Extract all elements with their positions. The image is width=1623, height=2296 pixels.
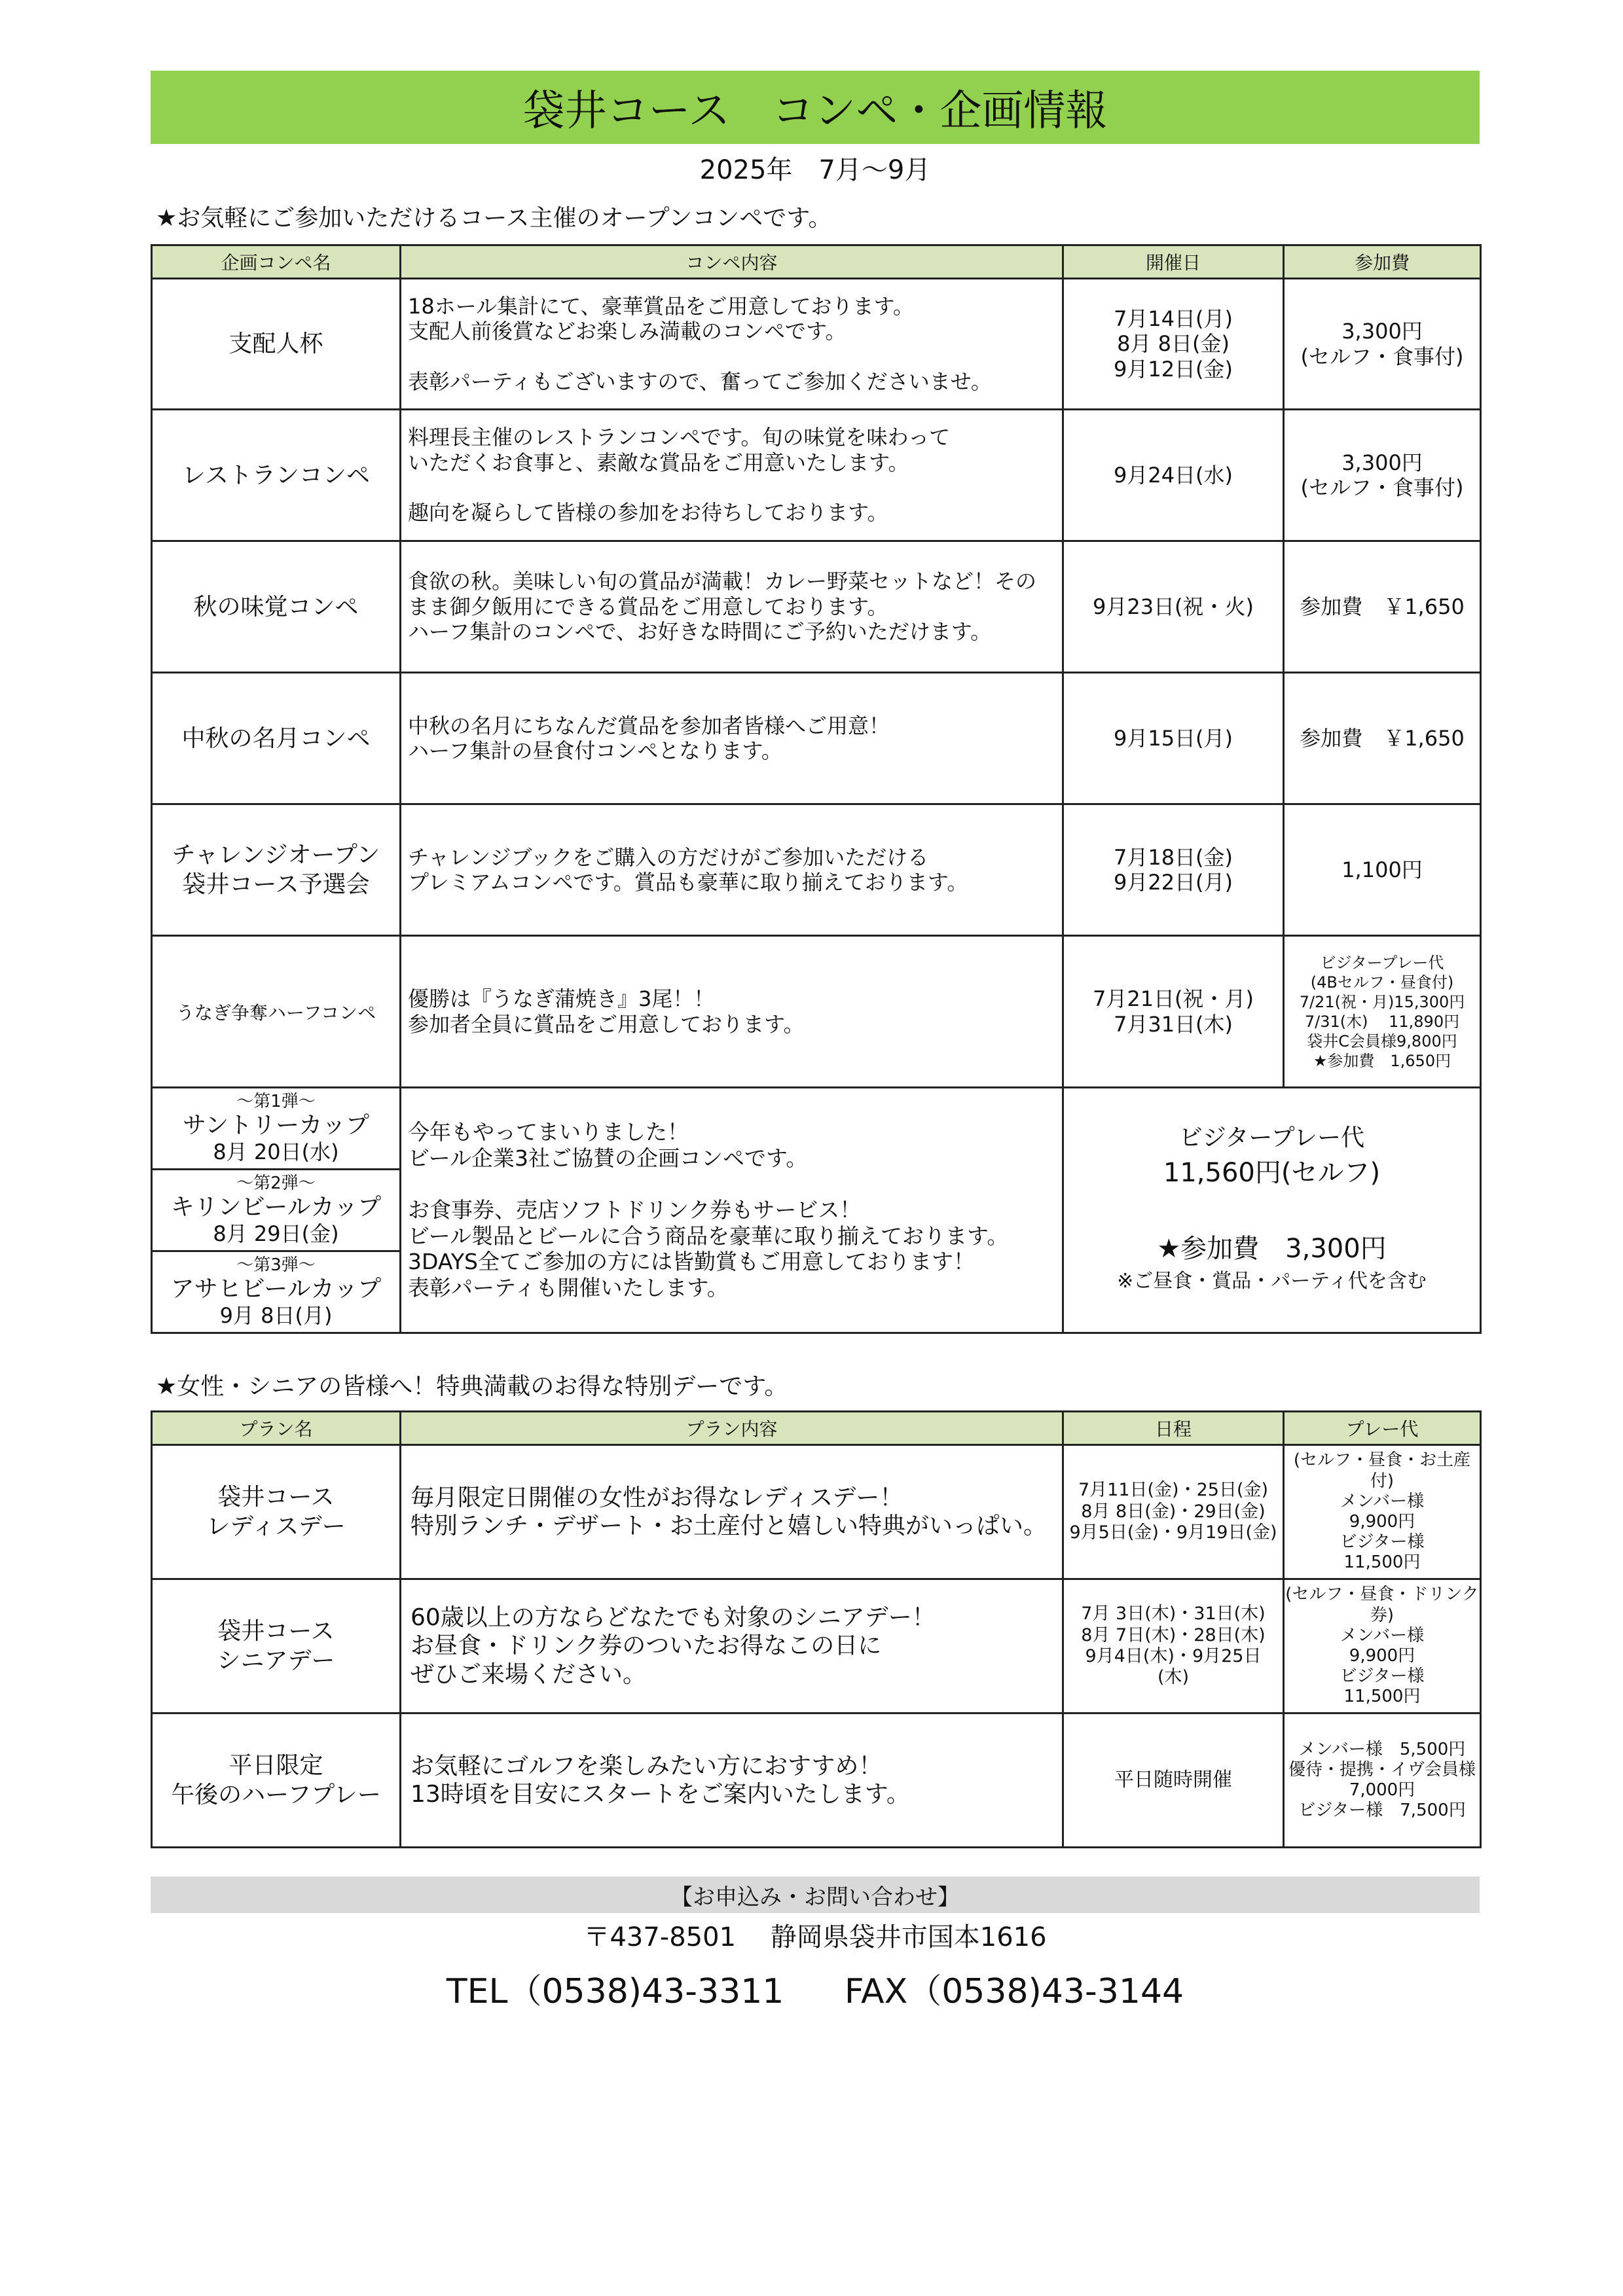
beer-content: 今年もやってまいりました！ ビール企業3社ご協賛の企画コンペです。 お食事券、売店ソフトドリンク券もサービス！ ビール製品とビールに合う商品を豪華に取り揃えております。 3DAYS全てご参加の方には皆勤賞もご用意しております！ 表彰パーティも開催いたします。	[401, 1088, 1063, 1333]
competition-date: 9月23日(祝・火)	[1063, 541, 1284, 673]
competition-table	[151, 244, 1482, 1334]
beer-cup-3	[152, 1251, 401, 1333]
plan-schedule: 7月 3日(木)・31日(木) 8月 7日(木)・28日(木) 9月4日(木)・9月25日 (木)	[1063, 1579, 1284, 1713]
period-label: 2025年 7月～9月	[699, 155, 931, 185]
competition-content: 食欲の秋。美味しい旬の賞品が満載！カレー野菜セットなど！その まま御夕飯用にできる賞品をご用意しております。 ハーフ集計のコンペで、お好きな時間にご予約いただけます。	[401, 541, 1063, 673]
contact-heading: 【お申込み・お問い合わせ】	[151, 1876, 1480, 1913]
col-header-plan-content: プラン内容	[401, 1412, 1063, 1445]
competition-name: チャレンジオープン 袋井コース予選会	[152, 804, 401, 936]
plan-table	[151, 1410, 1482, 1848]
beer-fee-label: ビジタープレー代	[1178, 1124, 1365, 1151]
plan-fee: メンバー様 5,500円 優待・提携・イヴ会員様 7,000円 ビジター様 7,500円	[1284, 1713, 1481, 1848]
beer-fee	[1063, 1088, 1481, 1333]
competition-name: 支配人杯	[152, 279, 401, 410]
beer-cup-date: 9月 8日(月)	[219, 1302, 333, 1328]
col-header-content: コンペ内容	[401, 245, 1063, 279]
competition-date: 9月15日(月)	[1063, 673, 1284, 804]
beer-cup-date: 8月 29日(金)	[213, 1221, 339, 1246]
plan-schedule: 7月11日(金)・25日(金) 8月 8日(金)・29日(金) 9月5日(金)・9月19日(金)	[1063, 1445, 1284, 1579]
plan-content: 毎月限定日開催の女性がお得なレディスデー！ 特別ランチ・デザート・お土産付と嬉しい特典がいっぱい。	[401, 1445, 1063, 1579]
beer-cup-name: サントリーカップ	[182, 1111, 370, 1139]
beer-cup-name: キリンビールカップ	[170, 1193, 382, 1221]
page-title: 袋井コース コンペ・企画情報	[151, 71, 1480, 144]
beer-fee-visitor: 11,560円(セルフ)	[1163, 1158, 1381, 1189]
competition-name: レストランコンペ	[152, 410, 401, 541]
beer-cup-date: 8月 20日(水)	[213, 1139, 339, 1164]
contact-address: 〒437-8501 静岡県袋井市国本1616	[583, 1922, 1047, 1952]
contact-fax: FAX（0538)43-3144	[844, 1972, 1184, 2011]
contact-tel[interactable]: TEL（0538)43-3311	[446, 1972, 784, 2011]
table-row	[152, 673, 1481, 804]
section1-intro: ★お気軽にご参加いただけるコース主催のオープンコンペです。	[156, 205, 832, 232]
table-row	[152, 410, 1481, 541]
table-row	[152, 804, 1481, 936]
competition-fee: 3,300円 (セルフ・食事付)	[1284, 410, 1481, 541]
beer-cup-1	[152, 1088, 401, 1170]
plan-schedule: 平日随時開催	[1063, 1713, 1284, 1848]
competition-content: チャレンジブックをご購入の方だけがご参加いただける プレミアムコンペです。賞品も豪華に取り揃えております。	[401, 804, 1063, 936]
plan-fee: (セルフ・昼食・ドリンク券) メンバー様 9,900円 ビジター様 11,500円	[1284, 1579, 1481, 1713]
table-row	[152, 936, 1481, 1088]
competition-date: 7月18日(金) 9月22日(月)	[1063, 804, 1284, 936]
col-header-schedule: 日程	[1063, 1412, 1284, 1445]
competition-content: 優勝は『うなぎ蒲焼き』3尾！！ 参加者全員に賞品をご用意しております。	[401, 936, 1063, 1088]
contact-phones	[151, 1964, 1480, 2013]
col-header-fee: 参加費	[1284, 245, 1481, 279]
table-row	[152, 279, 1481, 410]
competition-name: うなぎ争奪ハーフコンペ	[152, 936, 401, 1088]
competition-fee: 1,100円	[1284, 804, 1481, 936]
section2-intro: ★女性・シニアの皆様へ！特典満載のお得な特別デーです。	[156, 1373, 788, 1400]
competition-name: 秋の味覚コンペ	[152, 541, 401, 673]
competition-date: 7月21日(祝・月) 7月31日(木)	[1063, 936, 1284, 1088]
competition-content: 料理長主催のレストランコンペです。旬の味覚を味わって いただくお食事と、素敵な賞品をご用意いたします。 趣向を凝らして皆様の参加をお待ちしております。	[401, 410, 1063, 541]
competition-fee: ビジタープレー代 (4Bセルフ・昼食付) 7/21(祝・月)15,300円 7/31(木) 11,890円 袋井C会員様9,800円 ★参加費 1,650円	[1284, 936, 1481, 1088]
beer-fee-note: ※ご昼食・賞品・パーティ代を含む	[1117, 1270, 1427, 1293]
beer-fee-entry: ★参加費 3,300円	[1157, 1234, 1387, 1265]
beer-cup-2	[152, 1170, 401, 1251]
plan-content: 60歳以上の方ならどなたでも対象のシニアデー！ お昼食・ドリンク券のついたお得なこの日に ぜひご来場ください。	[401, 1579, 1063, 1713]
competition-name: 中秋の名月コンペ	[152, 673, 401, 804]
competition-date: 9月24日(水)	[1063, 410, 1284, 541]
competition-content: 中秋の名月にちなんだ賞品を参加者皆様へご用意！ ハーフ集計の昼食付コンペとなります。	[401, 673, 1063, 804]
col-header-play-fee: プレー代	[1284, 1412, 1481, 1445]
plan-content: お気軽にゴルフを楽しみたい方におすすめ！ 13時頃を目安にスタートをご案内いたします。	[401, 1713, 1063, 1848]
table-header-row	[152, 1412, 1481, 1445]
table-row	[152, 1445, 1481, 1579]
competition-fee: 3,300円 (セルフ・食事付)	[1284, 279, 1481, 410]
table-row	[152, 1713, 1481, 1848]
table-row	[152, 1579, 1481, 1713]
table-row	[152, 541, 1481, 673]
competition-date: 7月14日(月) 8月 8日(金) 9月12日(金)	[1063, 279, 1284, 410]
col-header-name: 企画コンペ名	[152, 245, 401, 279]
plan-fee: (セルフ・昼食・お土産付) メンバー様 9,900円 ビジター様 11,500円	[1284, 1445, 1481, 1579]
plan-name: 袋井コース レディスデー	[152, 1445, 401, 1579]
plan-name: 平日限定 午後のハーフプレー	[152, 1713, 401, 1848]
col-header-date: 開催日	[1063, 245, 1284, 279]
plan-name: 袋井コース シニアデー	[152, 1579, 401, 1713]
beer-cup-label: ～第3弾～	[236, 1255, 316, 1275]
beer-cup-name: アサヒビールカップ	[170, 1275, 382, 1302]
beer-cup-label: ～第2弾～	[236, 1173, 316, 1193]
beer-cup-label: ～第1弾～	[236, 1091, 316, 1111]
competition-fee: 参加費 ￥1,650	[1284, 673, 1481, 804]
table-row-beer-cup-1	[152, 1088, 1481, 1170]
col-header-plan-name: プラン名	[152, 1412, 401, 1445]
competition-content: 18ホール集計にて、豪華賞品をご用意しております。 支配人前後賞などお楽しみ満載のコンペです。 表彰パーティもございますので、奮ってご参加くださいませ。	[401, 279, 1063, 410]
table-header-row	[152, 245, 1481, 279]
competition-fee: 参加費 ￥1,650	[1284, 541, 1481, 673]
